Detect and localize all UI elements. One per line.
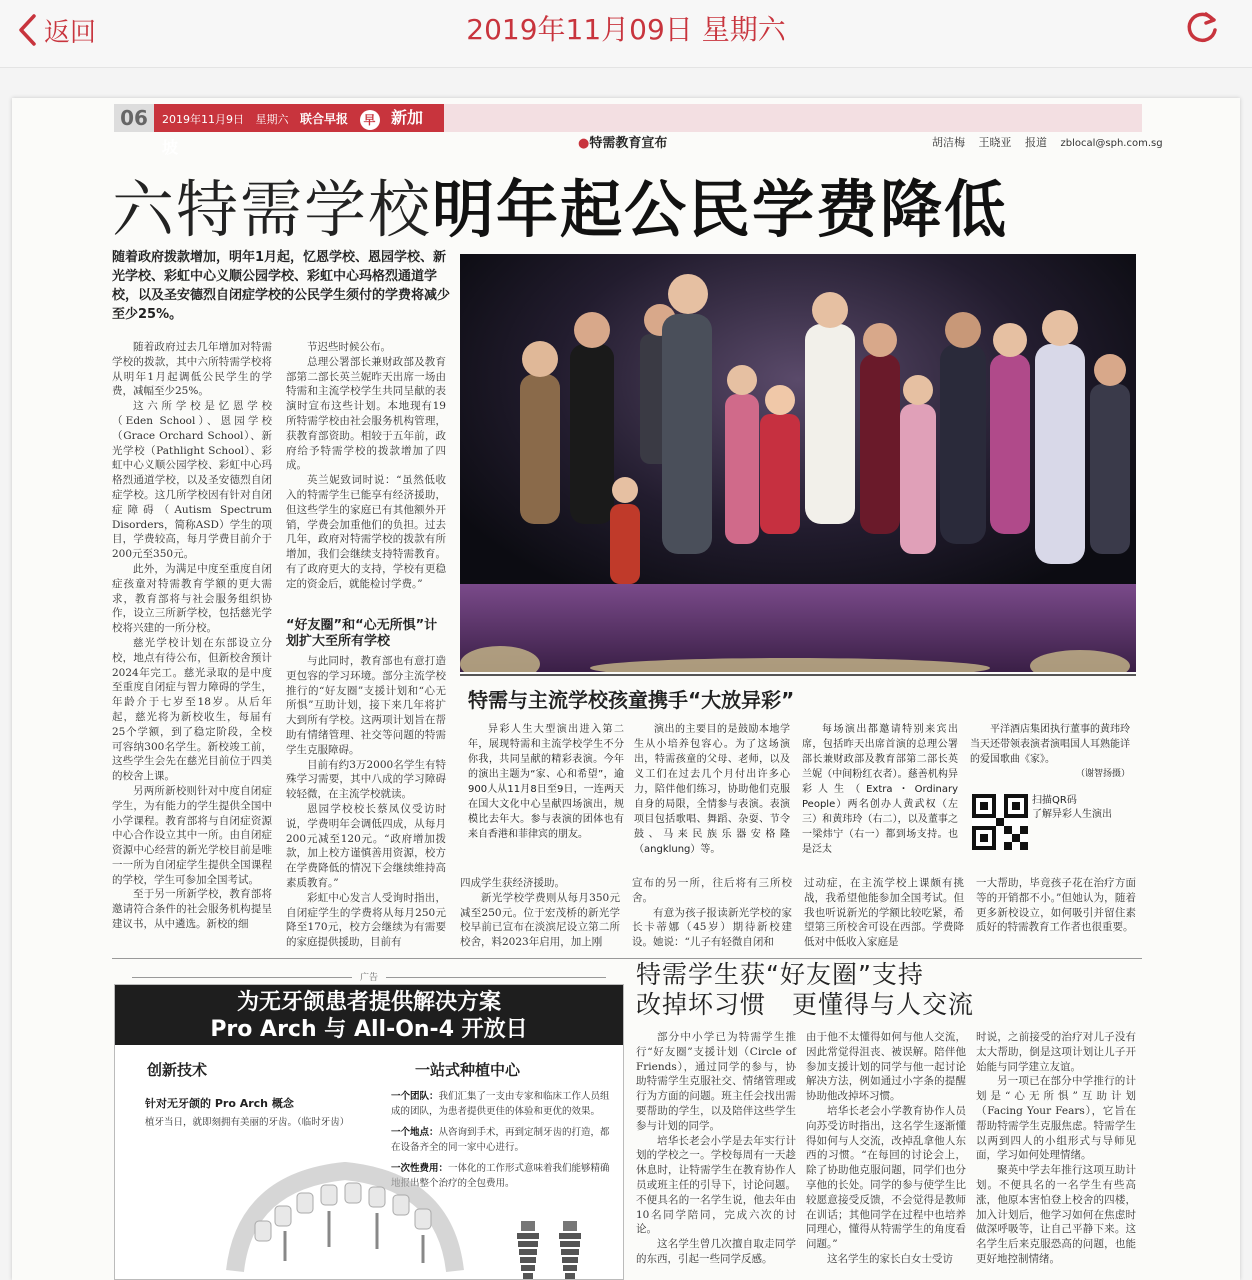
- paragraph: 宣布的另一所，往后将有三所校舍。: [632, 877, 792, 904]
- paragraph: 有意为孩子报读新光学校的家长卡蒂娜（45岁）期待新校建设。她说：“儿子有轻微自闭和: [632, 906, 792, 949]
- paragraph: 恩园学校校长蔡凤仪受访时说，学费明年会调低四成，从每月200元减至120元。“政府增加拨款，加上校方谨慎善用资源，校方在学费降低的情况下会继续维持高素质教育。”: [286, 802, 446, 889]
- second-article-column-1: [636, 1030, 796, 1267]
- byline-role: 报道: [1025, 136, 1047, 149]
- caption-column-3: [802, 722, 958, 857]
- paragraph: 培华长老会小学是去年实行计划的学校之一。学校每周有一天趁休息时，让特需学生在教育协作人员或班主任的引导下，讨论问题。不便具名的一名学生说，他去年由10名同学陪同，完成六次的讨论。: [636, 1134, 796, 1236]
- paragraph: 这名学生的家长白女士受访: [827, 1252, 953, 1265]
- second-headline-line-1: 特需学生获“好友圈”支持: [636, 960, 924, 989]
- ad-benefit-text: 我们汇集了一支由专家和临床工作人员组成的团队，为患者提供更佳的体验和更优的效果。: [391, 1091, 610, 1117]
- second-headline-line-2: 改掉坏习惯 更懂得与人交流: [636, 990, 975, 1019]
- article-column-3: [460, 876, 620, 950]
- paragraph: 随着政府过去几年增加对特需学校的拨款，其中六所特需学校将从明年1月起调低公民学生的学费，减幅至少25%。: [112, 341, 272, 398]
- paragraph: 聚英中学去年推行这项互助计划。不便具名的一名学生有些高涨，他原本害怕登上校舍的四楼，加入计划后，他学习如何在焦虑时做深呼吸等，让自己平静下来。这名学生后来克服恐高的问题，也能更好地控制情绪。: [976, 1164, 1136, 1265]
- refresh-icon: [1182, 6, 1222, 46]
- article-column-4: [632, 876, 792, 950]
- paragraph: 一大帮助，毕竟孩子花在治疗方面等的开销都不小。”但她认为，随着更多新校设立，如何吸引并留住素质好的特需教育工作者也很重要。: [976, 877, 1136, 934]
- reporter-2: 王晓亚: [978, 136, 1012, 149]
- caption-text: 异彩人生大型演出进入第二年，展现特需和主流学校学生不分你我，共同呈献的精彩表演。今年的演出主题为“家、心和希望”，逾900人从11月8日至9日，一连两天在国大文化中心呈献四场演出，规模比去年大。参与表演的团体也有来自香港和菲律宾的朋友。: [468, 724, 624, 840]
- ad-section-1-text: 植牙当日，就即刻拥有美丽的牙齿。（临时牙齿）: [145, 1117, 350, 1128]
- paragraph: 此外，为满足中度至重度自闭症孩童对特需教育学额的更大需求，教育部将与社会服务组织协作，设立三所新学校，包括慈光学校将兴建的一所分校。: [112, 562, 272, 635]
- masthead-date: 2019年11月9日: [162, 113, 244, 126]
- article-column-2a: [286, 340, 446, 592]
- paragraph: 新光学校学费则从每月350元减至250元。位于宏茂桥的新光学校早前已宣布在淡滨尼设立第二所校舍，料2023年启用，加上刚: [460, 891, 620, 949]
- caption-column-2: [634, 722, 790, 857]
- paragraph: 另一项已在部分中学推行的计划是“心无所惧”互助计划（Facing Your Fears），它旨在帮助特需学生克服焦虑。特需学生以两到四人的小组形式与导师见面，学习如何处理情绪。: [976, 1075, 1136, 1162]
- refresh-button[interactable]: [1182, 6, 1222, 46]
- ad-benefit-text: 一体化的工作形式意味着我们能够精确地报出整个治疗的全包费用。: [391, 1163, 610, 1189]
- article-column-5: [804, 876, 964, 950]
- caption-text: 平洋酒店集团执行董事的黄玮玲当天还带领表演者演唱国人耳熟能详的爱国歌曲《家》。: [970, 724, 1130, 765]
- dental-arch-illustration: [225, 1151, 465, 1280]
- back-label: 返回: [44, 17, 97, 48]
- ad-section-1: 创新技术: [147, 1061, 208, 1079]
- paragraph: 部分中小学已为特需学生推行“好友圈”支援计划（Circle of Friends），通过同学的参与，协助特需学生克服社交、情绪管理或行为方面的问题。班主任会找出需要帮助的学生，以及陪伴这些学生参与计划的同学。: [636, 1031, 796, 1132]
- photo-credit: （谢智扬摄）: [1075, 769, 1130, 779]
- ad-benefit-label: 一个地点：: [391, 1127, 439, 1138]
- paragraph: 由于他不太懂得如何与他人交流，因此常觉得沮丧、被误解。陪伴他参加支援计划的同学与他一起讨论解决方法，例如通过小字条的提醒协助他改掉坏习惯。: [806, 1031, 966, 1103]
- ad-headline-1: 为无牙颌患者提供解决方案: [236, 990, 501, 1015]
- paragraph: 培华长老会小学教育协作人员向苏受访时指出，这名学生逐渐懂得如何与人交流，改掉乱拿他人东西的习惯。“在每回的讨论会上，除了协助他克服问题，同学们也分享他的长处。同学的参与使学生比较愿意接受反馈，不会觉得是教师在训话；其他同学在过程中也培养同理心，懂得从特需学生的角度看问题。”: [806, 1104, 966, 1251]
- masthead-weekday: 星期六: [255, 113, 289, 126]
- kicker: [578, 132, 667, 151]
- ad-header: [115, 985, 623, 1045]
- ad-headline-2: Pro Arch 与 All-On-4 开放日: [210, 1017, 528, 1042]
- paragraph: 与此同时，教育部也有意打造更包容的学习环境。部分主流学校推行的“好友圈”支援计划和“心无所惧”互助计划，接下来几年将扩大到所有学校。这两项计划旨在帮助有情绪管理、社交等问题的特需学生克服障碍。: [286, 655, 446, 756]
- ad-section-1-sub: 针对无牙颌的 Pro Arch 概念: [145, 1097, 294, 1110]
- page-number: 06: [114, 104, 154, 132]
- second-headline: [636, 960, 974, 1020]
- reporter-1: 胡洁梅: [932, 136, 965, 149]
- byline-email: zblocal@sph.com.sg: [1060, 138, 1163, 149]
- ad-section-2: 一站式种植中心: [415, 1061, 521, 1079]
- caption-column-1: [468, 722, 624, 842]
- second-article-column-2: [806, 1030, 966, 1267]
- second-article-column-3: [976, 1030, 1136, 1267]
- lead-paragraph: 随着政府拨款增加，明年1月起，忆恩学校、恩园学校、新光学校、彩虹中心义顺公园学校、彩虹中心玛格烈通道学校，以及圣安德烈自闭症学校的公民学生须付的学费将减少至少25%。: [112, 250, 451, 322]
- paragraph: 慈光学校计划在东部设立分校，地点有待公布，但新校舍预计2024年完工。慈光录取的是中度至重度自闭症与智力障碍的学生，年龄介于七岁至18岁。从后年起，慈光将为新校收生，每届有25个学额，到了稳定阶段，全校可容纳300名学生。新校竣工前，这些学生会先在慈光目前位于四美的校舍上课。: [112, 636, 272, 783]
- qr-code[interactable]: [972, 794, 1028, 850]
- qr-line-1: 扫描QR码: [1032, 795, 1077, 806]
- ad-benefit-label: 一个团队：: [391, 1091, 439, 1102]
- caption-title: 特需与主流学校孩童携手“大放异彩”: [468, 688, 795, 712]
- paragraph: 彩虹中心发言人受询时指出，自闭症学生的学费将从每月250元降至170元，校方会继续为有需要的家庭提供援助，目前有: [286, 891, 446, 949]
- kicker-text: 特需教育宣布: [589, 136, 668, 151]
- caption-column-4: [970, 722, 1130, 782]
- article-column-6: [976, 876, 1136, 935]
- section-name: 新加坡: [162, 108, 424, 157]
- paragraph: 总理公署部长兼财政部及教育部第二部长英兰妮昨天出席一场由特需和主流学校学生共同呈献的表演时宣布这些计划。本地现有19所特需学校由社会服务机构管理，获教育部资助。相较于五年前，政府给予特需学校的拨款增加了四成。: [286, 355, 446, 472]
- app-toolbar: [0, 0, 1252, 68]
- photo-illustration: [460, 254, 1136, 672]
- paragraph: 目前有约3万2000名学生有特殊学习需要，其中八成的学习障碍较轻微，在主流学校就读。: [286, 758, 446, 801]
- advertisement[interactable]: [114, 984, 624, 1280]
- paper-name: 联合早报: [300, 112, 349, 126]
- paragraph: 节迟些时候公布。: [307, 341, 391, 353]
- bullet-icon: ●: [578, 136, 590, 151]
- article-column-1: [112, 340, 272, 932]
- paragraph: 时说，之前接受的治疗对儿子没有太大帮助，倒是这项计划让儿子开始能与同学建立友谊。: [976, 1031, 1136, 1073]
- ad-label: 广告: [114, 970, 624, 983]
- article-column-2b: [286, 654, 446, 950]
- byline: [932, 134, 1173, 150]
- ad-benefit-item: [391, 1089, 613, 1119]
- newspaper-page[interactable]: [12, 98, 1240, 1280]
- implant-icon: [511, 1221, 545, 1280]
- paragraph: 至于另一所新学校，教育部将邀请符合条件的社会服务机构提呈建议书，从中遴选。新校的细: [112, 888, 272, 931]
- qr-line-2: 了解异彩人生演出: [1032, 809, 1112, 820]
- paragraph: 这名学生曾几次擅自取走同学的东西，引起一些同学反感。: [636, 1238, 796, 1265]
- paper-logo: 早: [360, 110, 380, 130]
- stage-photo[interactable]: [460, 254, 1136, 672]
- paragraph: 四成学生获经济援助。: [460, 877, 565, 889]
- paragraph: 过动症，在主流学校上课颇有挑战，我希望他能参加全国考试。但我也听说新光的学额比较吃紧，希望第三所校舍可设在西部。学费降低对中低收入家庭是: [804, 877, 964, 949]
- page-title: 2019年11月09日 星期六: [466, 13, 786, 46]
- masthead-band: [154, 104, 444, 157]
- headline-part1: 六特需学校: [112, 173, 433, 246]
- qr-caption: [1032, 794, 1112, 822]
- article-subhead: “好友圈”和“心无所惧”计划扩大至所有学校: [286, 618, 438, 649]
- paragraph: 英兰妮致词时说：“虽然低收入的特需学生已能享有经济援助，但这些学生的家庭已有其他额外开销，学费会加重他们的负担。过去几年，政府对特需学校的拨款有所增加，我们会继续支持特需教育。有了政府更大的支持，学校有更稳定的资金后，就能检讨学费。”: [286, 474, 446, 590]
- headline-part2: 明年起公民学费降低: [432, 173, 1009, 246]
- caption-text: 每场演出都邀请特别来宾出席，包括昨天出席首演的总理公署部长兼财政部及教育部第二部长英兰妮（中间粉红衣者）。慈善机构异彩人生（Extra・Ordinary People）两名创办人黄武权（左三）和黄玮玲（右二），以及董事之一梁炜宁（右一）都到场支持。也是泛太: [802, 724, 958, 855]
- caption-text: 演出的主要目的是鼓励本地学生从小培养包容心。为了这场演出，特需孩童的父母、老师，以及义工们在过去几个月付出许多心力，陪伴他们练习，协助他们克服自身的局限，全情参与表演。表演项目包括歌唱、舞蹈、杂耍、节令鼓、马来民族乐器安格隆（angklung）等。: [634, 724, 790, 855]
- paragraph: 另两所新校则针对中度自闭症学生，为有能力的学生提供全国中小学课程。教育部将与自闭症资源中心合作设立其中一所。由自闭症资源中心经营的新光学校目前是唯一一所为自闭症学生提供全国课程的学校，学生可参加全国考试。: [112, 784, 272, 886]
- paragraph: 这六所学校是忆恩学校（Eden School）、恩园学校（Grace Orchard School）、新光学校（Pathlight School）、彩虹中心义顺公园学校、彩虹中心玛格烈通道学校，以及圣安德烈自闭症学校。这几所学校因有针对自闭症障碍（Autism Spectrum Disorders，简称ASD）学生的项目，学费较高，每月学费目前介于200元至350元。: [112, 400, 272, 561]
- ad-benefit-text: 从咨询到手术，再到定制牙齿的打造，都在设备齐全的同一家中心进行。: [391, 1127, 610, 1153]
- main-headline: [112, 160, 1008, 249]
- section-divider: [112, 958, 1142, 959]
- implant-icon: [553, 1221, 587, 1280]
- ad-benefit-label: 一次性费用：: [391, 1163, 449, 1174]
